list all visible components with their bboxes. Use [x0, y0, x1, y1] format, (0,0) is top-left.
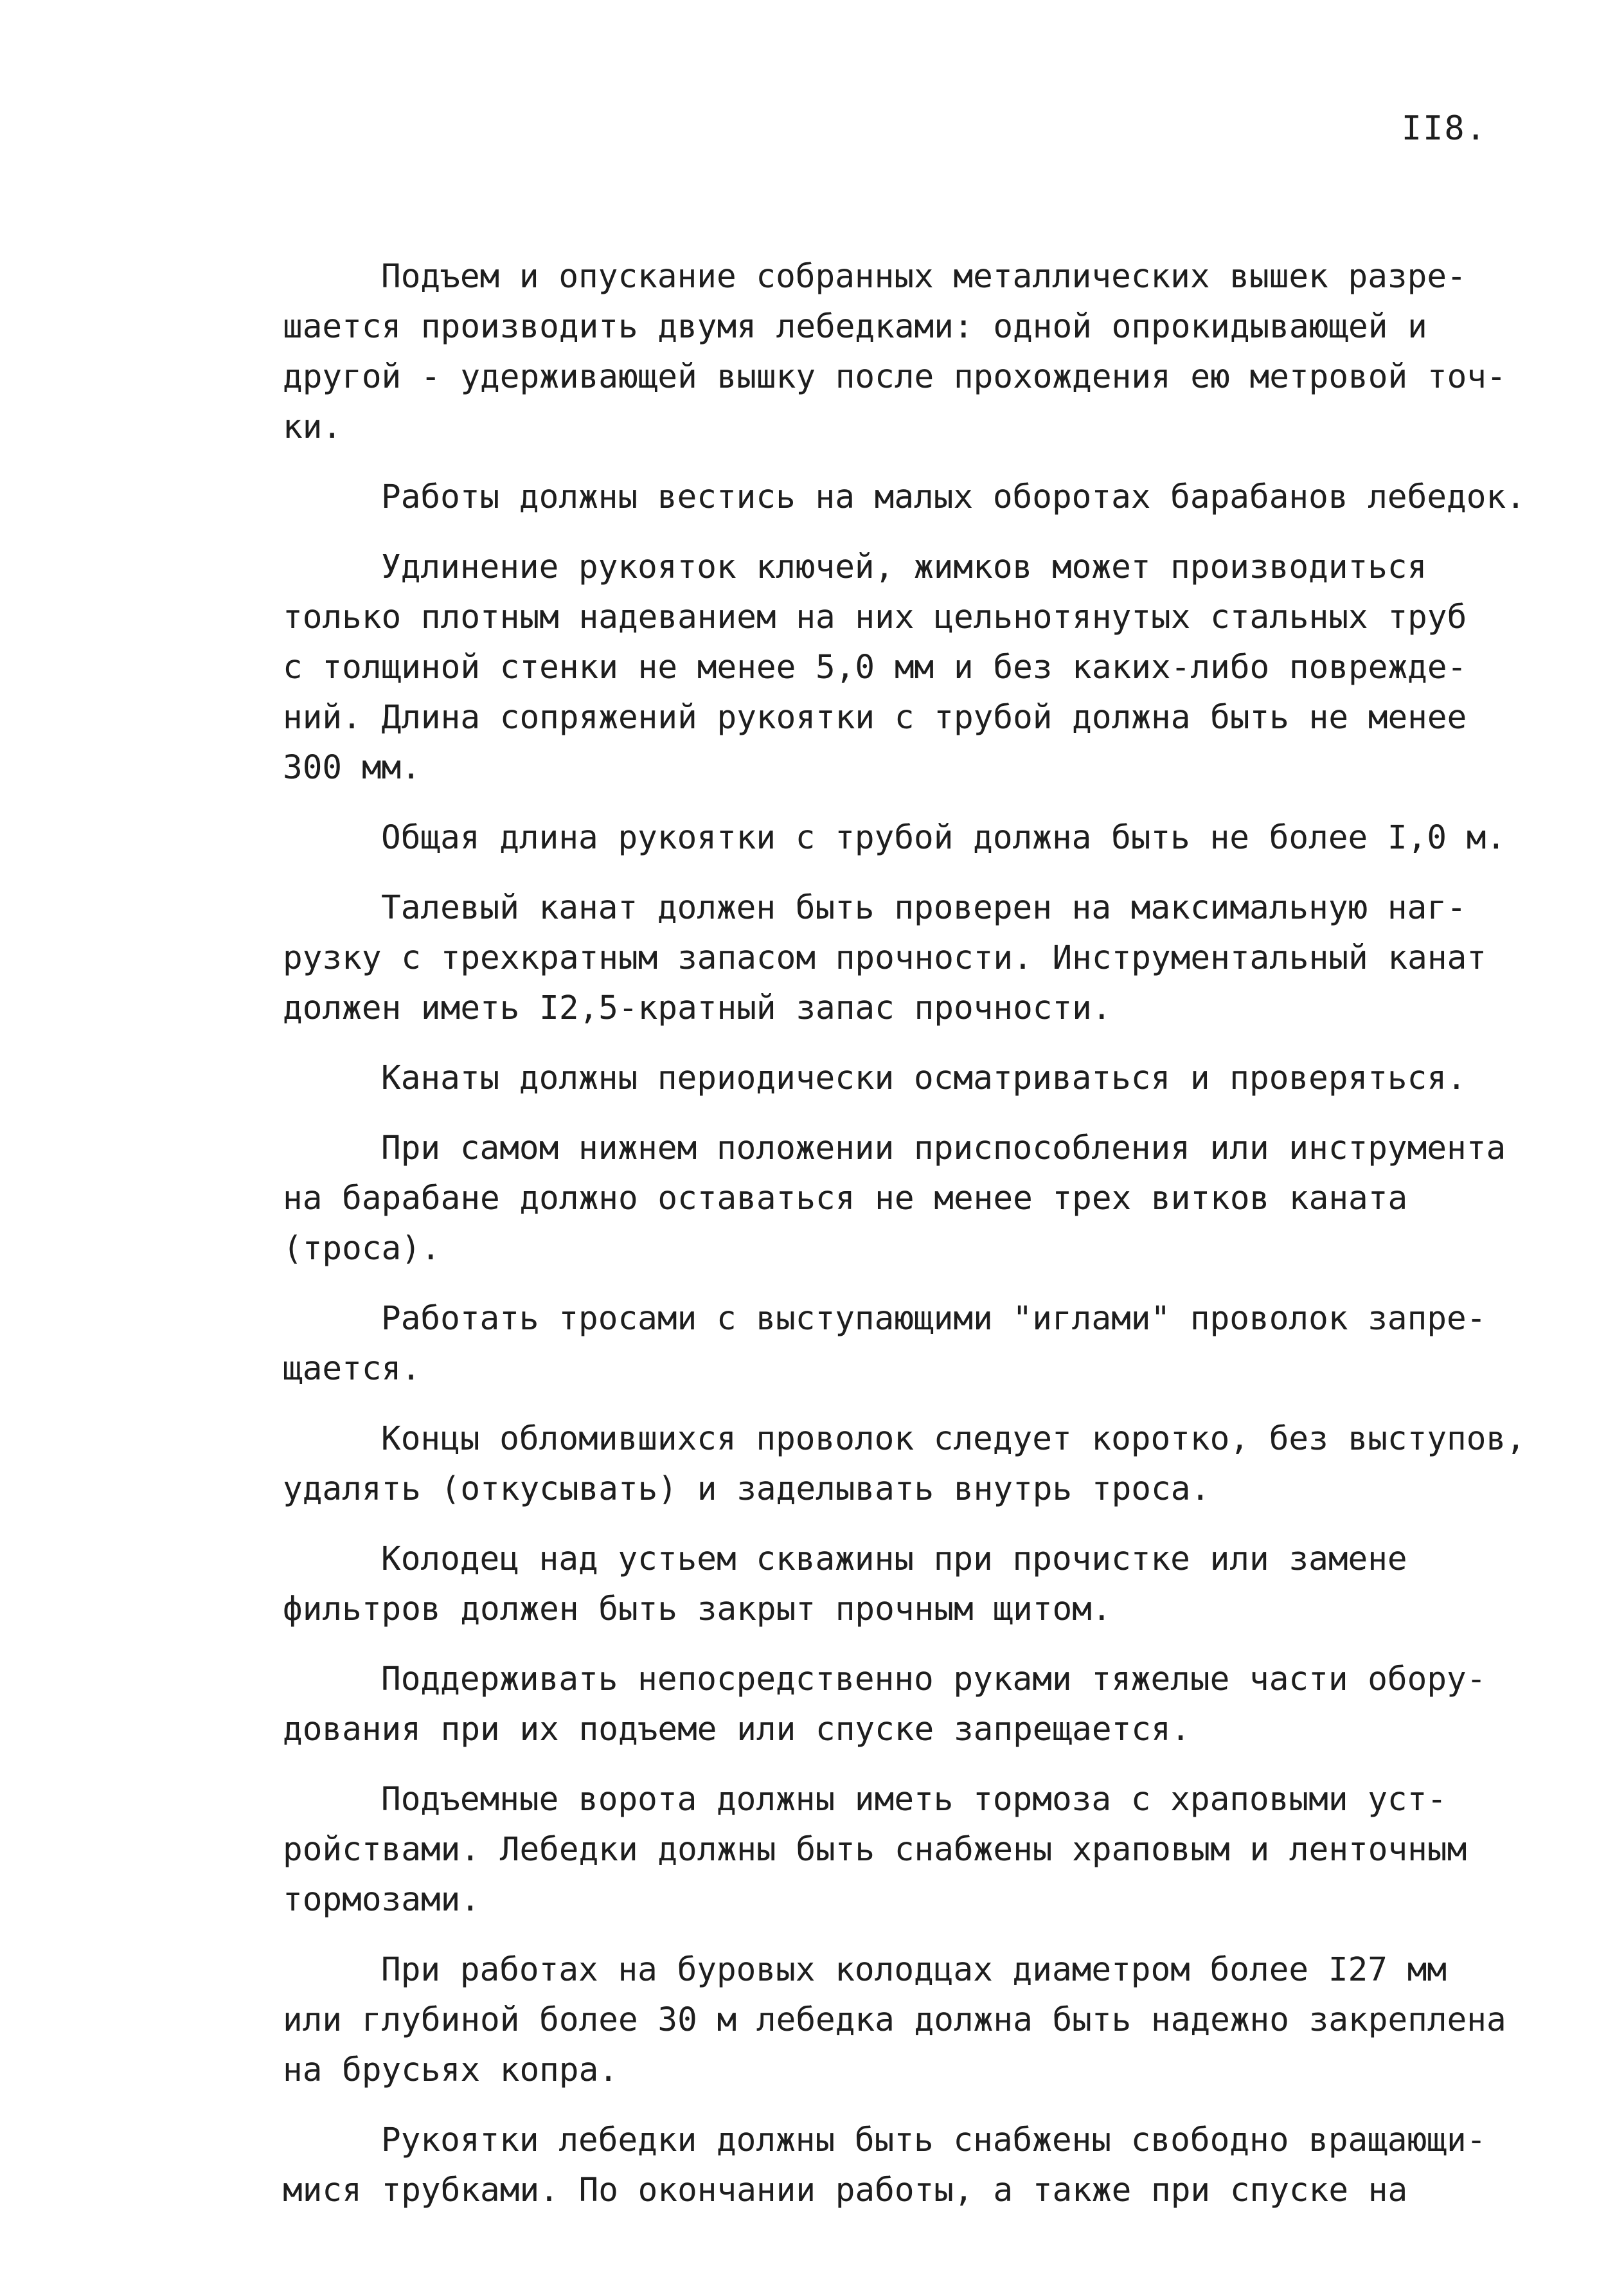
paragraph-rope-strength	[283, 883, 1555, 1034]
text-line: Канаты должны периодически осматриваться и проверяться.	[381, 1059, 1467, 1097]
text-line: на барабане должно оставаться не менее трех витков каната	[283, 1180, 1408, 1218]
text-line: Колодец над устьем скважины при прочистке или замене	[381, 1540, 1407, 1578]
paragraph-winch-mounting	[283, 1945, 1555, 2096]
paragraph-needle-ropes	[283, 1294, 1555, 1394]
paragraph-broken-wires	[283, 1414, 1555, 1515]
text-line: Талевый канат должен быть проверен на максимальную наг-	[381, 889, 1467, 927]
paragraph-drum-turns	[283, 1124, 1555, 1274]
document-body	[283, 252, 1555, 2236]
text-line: шается производить двумя лебедками: одной опрокидывающей и	[283, 308, 1427, 346]
text-line: Подъем и опускание собранных металлических вышек разре-	[381, 258, 1467, 296]
text-line: Рукоятки лебедки должны быть снабжены свободно вращающи-	[381, 2121, 1486, 2159]
text-line: Работы должны вестись на малых оборотах барабанов лебедок.	[381, 478, 1526, 516]
text-line: При работах на буровых колодцах диаметром более I27 мм	[381, 1951, 1447, 1989]
text-line: должен иметь I2,5-кратный запас прочности.	[283, 989, 1112, 1027]
text-line: только плотным надеванием на них цельнотянутых стальных труб	[283, 598, 1467, 636]
text-line: ки.	[283, 408, 343, 446]
text-line: или глубиной более 30 м лебедка должна быть надежно закреплена	[283, 2001, 1506, 2039]
text-line: тормозами.	[283, 1881, 481, 1919]
text-line: Общая длина рукоятки с трубой должна быть не более I,0 м.	[381, 819, 1506, 857]
text-line: ний. Длина сопряжений рукоятки с трубой должна быть не менее	[283, 699, 1467, 737]
paragraph-handle-extension	[283, 543, 1555, 793]
text-line: фильтров должен быть закрыт прочным щитом.	[283, 1590, 1112, 1628]
text-line: 300 мм.	[283, 749, 421, 787]
text-line: удалять (откусывать) и заделывать внутрь троса.	[283, 1470, 1211, 1508]
paragraph-winch-handles	[283, 2116, 1555, 2216]
page-number: II8.	[1401, 109, 1487, 148]
paragraph-heavy-parts	[283, 1655, 1555, 1755]
text-line: щается.	[283, 1350, 421, 1388]
paragraph-low-speed	[283, 472, 1555, 523]
text-line: с толщиной стенки не менее 5,0 мм и без каких-либо поврежде-	[283, 649, 1467, 687]
text-line: ройствами. Лебедки должны быть снабжены храповым и ленточным	[283, 1831, 1467, 1869]
paragraph-well-cover	[283, 1534, 1555, 1635]
text-line: другой - удерживающей вышку после прохождения ею метровой точ-	[283, 358, 1506, 396]
text-line: рузку с трехкратным запасом прочности. Инструментальный канат	[283, 939, 1486, 977]
text-line: Подъемные ворота должны иметь тормоза с храповыми уст-	[381, 1781, 1447, 1819]
text-line: (троса).	[283, 1230, 441, 1268]
paragraph-handle-length	[283, 813, 1555, 863]
text-line: Работать тросами с выступающими "иглами" проволок запре-	[381, 1300, 1486, 1338]
text-line: Концы обломившихся проволок следует коротко, без выступов,	[381, 1420, 1526, 1458]
text-line: При самом нижнем положении приспособления или инструмента	[381, 1129, 1506, 1167]
paragraph-rope-inspection	[283, 1054, 1555, 1104]
paragraph-gate-brakes	[283, 1775, 1555, 1925]
text-line: мися трубками. По окончании работы, а также при спуске на	[283, 2172, 1408, 2209]
text-line: Поддерживать непосредственно руками тяжелые части обору-	[381, 1660, 1486, 1698]
text-line: на брусьях копра.	[283, 2051, 618, 2089]
paragraph-raising-towers	[283, 252, 1555, 453]
text-line: дования при их подъеме или спуске запрещается.	[283, 1711, 1191, 1749]
text-line: Удлинение рукояток ключей, жимков может производиться	[381, 548, 1427, 586]
